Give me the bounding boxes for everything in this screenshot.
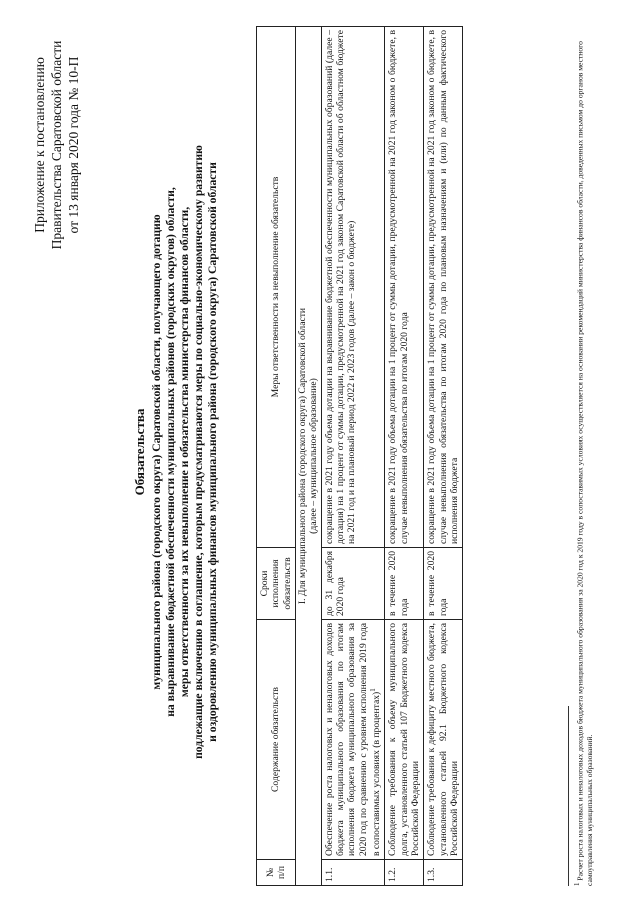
table-row xyxy=(424,27,463,886)
row-term: до 31 декабря 2020 года xyxy=(321,548,385,620)
footnote-text: Расчет роста налоговых и неналоговых доходов бюджета муниципального образования за 2020 год к 2019 году в сопоставимых условиях осуществляется на основании рекомендаций министерства финансов области, доведенных письмом до органов местного самоуправления муниципальных образований. xyxy=(575,41,595,886)
heading-line-5: и оздоровлению муниципальных финансов муниципального района (городского округа) Саратовской области xyxy=(206,162,220,742)
row-measures: сокращение в 2021 году объема дотации на выравнивание бюджетной обеспеченности муниципальных образований (далее – дотация) на 1 процент от суммы дотации, предусмотренной на 2021 год законом Саратовской области об областном бюджете на 2021 год и на плановый период 2022 и 2023 годов (далее – закон о бюджете) xyxy=(321,27,385,548)
header-term: Сроки исполнения обязательств xyxy=(257,548,296,620)
row-measures: сокращение в 2021 году объема дотации на 1 процент от суммы дотации, предусмотренной на 2021 год законом о бюджете, в случае невыполнения обязательства по итогам 2020 года xyxy=(385,27,424,548)
row-term: в течение 2020 года xyxy=(424,548,463,620)
heading-line-3: меры ответственности за их невыполнение и обязательства министерства финансов области, xyxy=(178,206,192,698)
heading-line-2: на выравнивание бюджетной обеспеченности муниципальных районов (городских округов) области, xyxy=(164,187,177,717)
row-term: в течение 2020 года xyxy=(385,548,424,620)
footnote-divider xyxy=(568,706,569,886)
appendix-line-1: Приложение к постановлению xyxy=(32,57,47,233)
section-title: I. Для муниципального района (городского округа) Саратовской области xyxy=(296,307,308,605)
table-row xyxy=(385,27,424,886)
row-content-text: Обеспечение роста налоговых и неналоговых доходов бюджета муниципального образования по итогам исполнения бюджета муниципального образования за 2020 год по сравнению с уровнем исполнения 2019 года в сопоставимых условиях (в процентах) xyxy=(323,623,382,856)
table-header-row xyxy=(257,27,296,886)
appendix-line-2: Правительства Саратовской области xyxy=(48,40,64,250)
header-content: Содержание обязательств xyxy=(257,620,296,860)
footnote xyxy=(573,26,595,886)
row-content xyxy=(321,620,385,860)
rotated-content xyxy=(20,12,620,892)
table-row xyxy=(321,27,385,886)
heading-title: Обязательства xyxy=(132,408,147,496)
header-num: № п/п xyxy=(257,860,296,886)
row-content-text: Соблюдение требования к объему муниципального долга, установленного статьей 107 Бюджетного кодекса Российской Федерации xyxy=(387,623,421,856)
heading-line-4: подлежащие включению в соглашение, которым предусматриваются меры по социально-экономическому развитию xyxy=(192,145,206,759)
appendix-note xyxy=(32,40,83,250)
row-content xyxy=(424,620,463,860)
document-heading xyxy=(132,26,221,878)
footnote-number: 1 xyxy=(573,882,581,886)
row-num: 1.2. xyxy=(385,860,424,886)
row-num: 1.1. xyxy=(321,860,385,886)
obligations-table xyxy=(256,26,463,886)
section-title-cell xyxy=(295,27,321,886)
appendix-line-3: от 13 января 2020 года № 10-П xyxy=(65,56,81,234)
footnote-mark: 1 xyxy=(368,688,377,692)
row-measures: сокращение в 2021 году объема дотации на 1 процент от суммы дотации, предусмотренной на 2021 год законом о бюджете, в случае невыполнения обязательства по итогам 2020 года по плановым назначениям и (или) по данным фактического исполнения бюджета xyxy=(424,27,463,548)
row-num: 1.3. xyxy=(424,860,463,886)
section-subtitle: (далее – муниципальное образование) xyxy=(308,378,320,534)
row-content-text: Соблюдение требования к дефициту местного бюджета, установленного статьей 92.1 Бюджетного кодекса Российской Федерации xyxy=(426,623,460,856)
header-measures: Меры ответственности за невыполнение обязательств xyxy=(257,27,296,548)
row-content xyxy=(385,620,424,860)
section-row xyxy=(295,27,321,886)
heading-line-1: муниципального района (городского округа) Саратовской области, получающего дотацию xyxy=(149,214,163,690)
